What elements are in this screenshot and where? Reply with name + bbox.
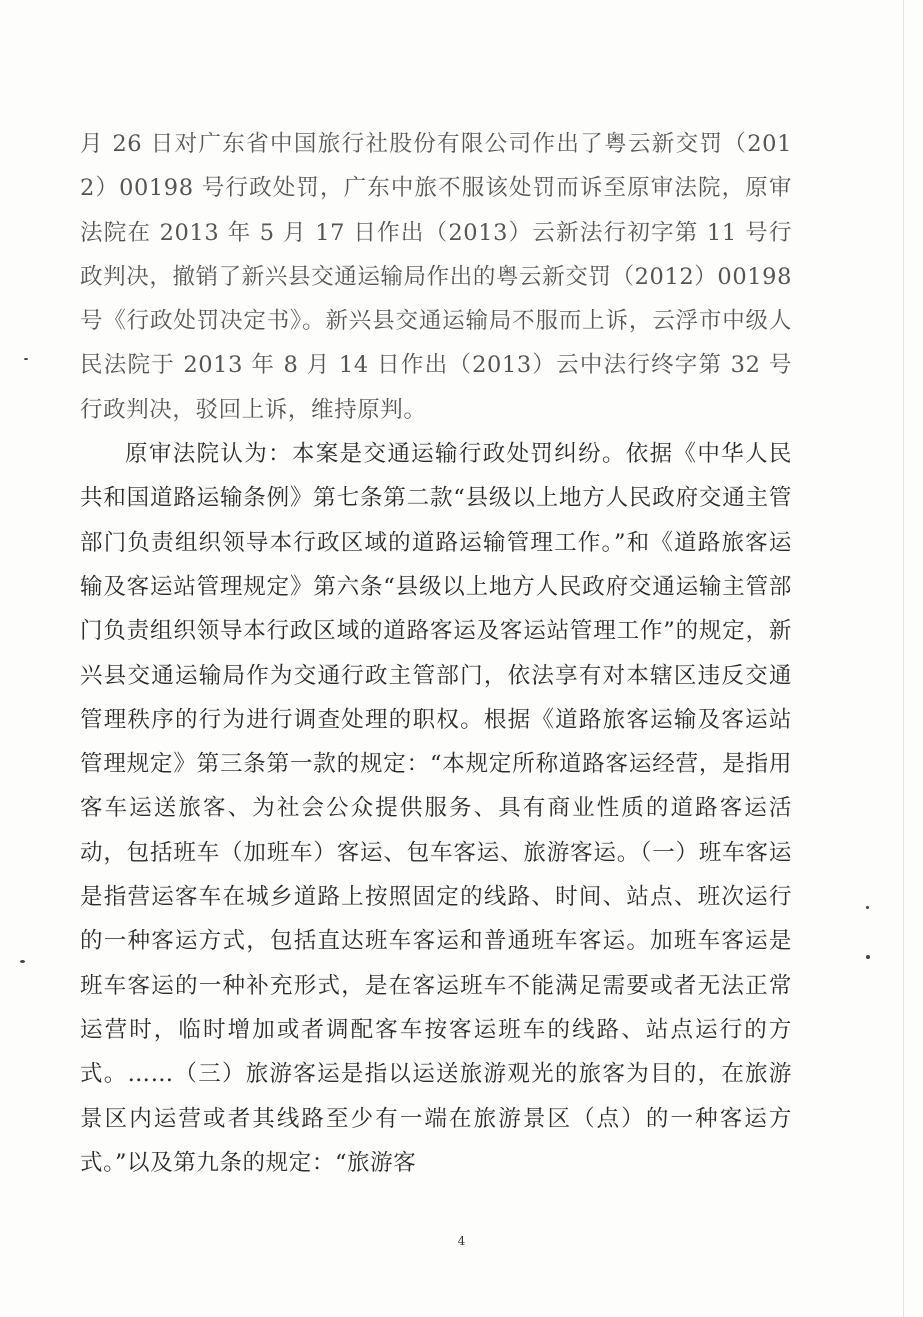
scan-speck xyxy=(866,906,869,909)
paragraph-court-opinion: 原审法院认为：本案是交通运输行政处罚纠纷。依据《中华人民共和国道路运输条例》第七条第二款“县级以上地方人民政府交通主管部门负责组织领导本行政区域的道路运输管理工作。”和《道路旅客运输及客运站管理规定》第六条“县级以上地方人民政府交通运输主管部门负责组织领导本行政区域的道路客运及客运站管理工作”的规定，新兴县交通运输局作为交通行政主管部门，依法享有对本辖区违反交通管理秩序的行为进行调查处理的职权。根据《道路旅客运输及客运站管理规定》第三条第一款的规定：“本规定所称道路客运经营，是指用客车运送旅客、为社会公众提供服务、具有商业性质的道路客运活动，包括班车（加班车）客运、包车客运、旅游客运。（一）班车客运是指营运客车在城乡道路上按照固定的线路、时间、站点、班次运行的一种客运方式，包括直达班车客运和普通班车客运。加班车客运是班车客运的一种补充形式，是在客运班车不能满足需要或者无法正常运营时，临时增加或者调配客车按客运班车的线路、站点运行的方式。……（三）旅游客运是指以运送旅游观光的旅客为目的，在旅游景区内运营或者其线路至少有一端在旅游景区（点）的一种客运方式。”以及第九条的规定：“旅游客 xyxy=(80,441,792,1176)
scan-speck xyxy=(20,960,25,963)
binding-edge xyxy=(903,0,904,1317)
paragraph-continued: 月 26 日对广东省中国旅行社股份有限公司作出了粤云新交罚（2012）00198 号行政处罚，广东中旅不服该处罚而诉至原审法院，原审法院在 2013 年 5 月 17 日作出（2013）云新法行初字第 11 号行政判决，撤销了新兴县交通运输局作出的粤云新交罚（2012）00198 号《行政处罚决定书》。新兴县交通运输局不服而上诉，云浮市中级人民法院于 2013 年 8 月 14 日作出（2013）云中法行终字第 32 号行政判决，驳回上诉，维持原判。 xyxy=(80,131,792,423)
scan-speck xyxy=(866,955,870,959)
scan-speck xyxy=(24,358,28,360)
page-number: 4 xyxy=(457,1234,466,1248)
document-body xyxy=(80,122,792,1185)
